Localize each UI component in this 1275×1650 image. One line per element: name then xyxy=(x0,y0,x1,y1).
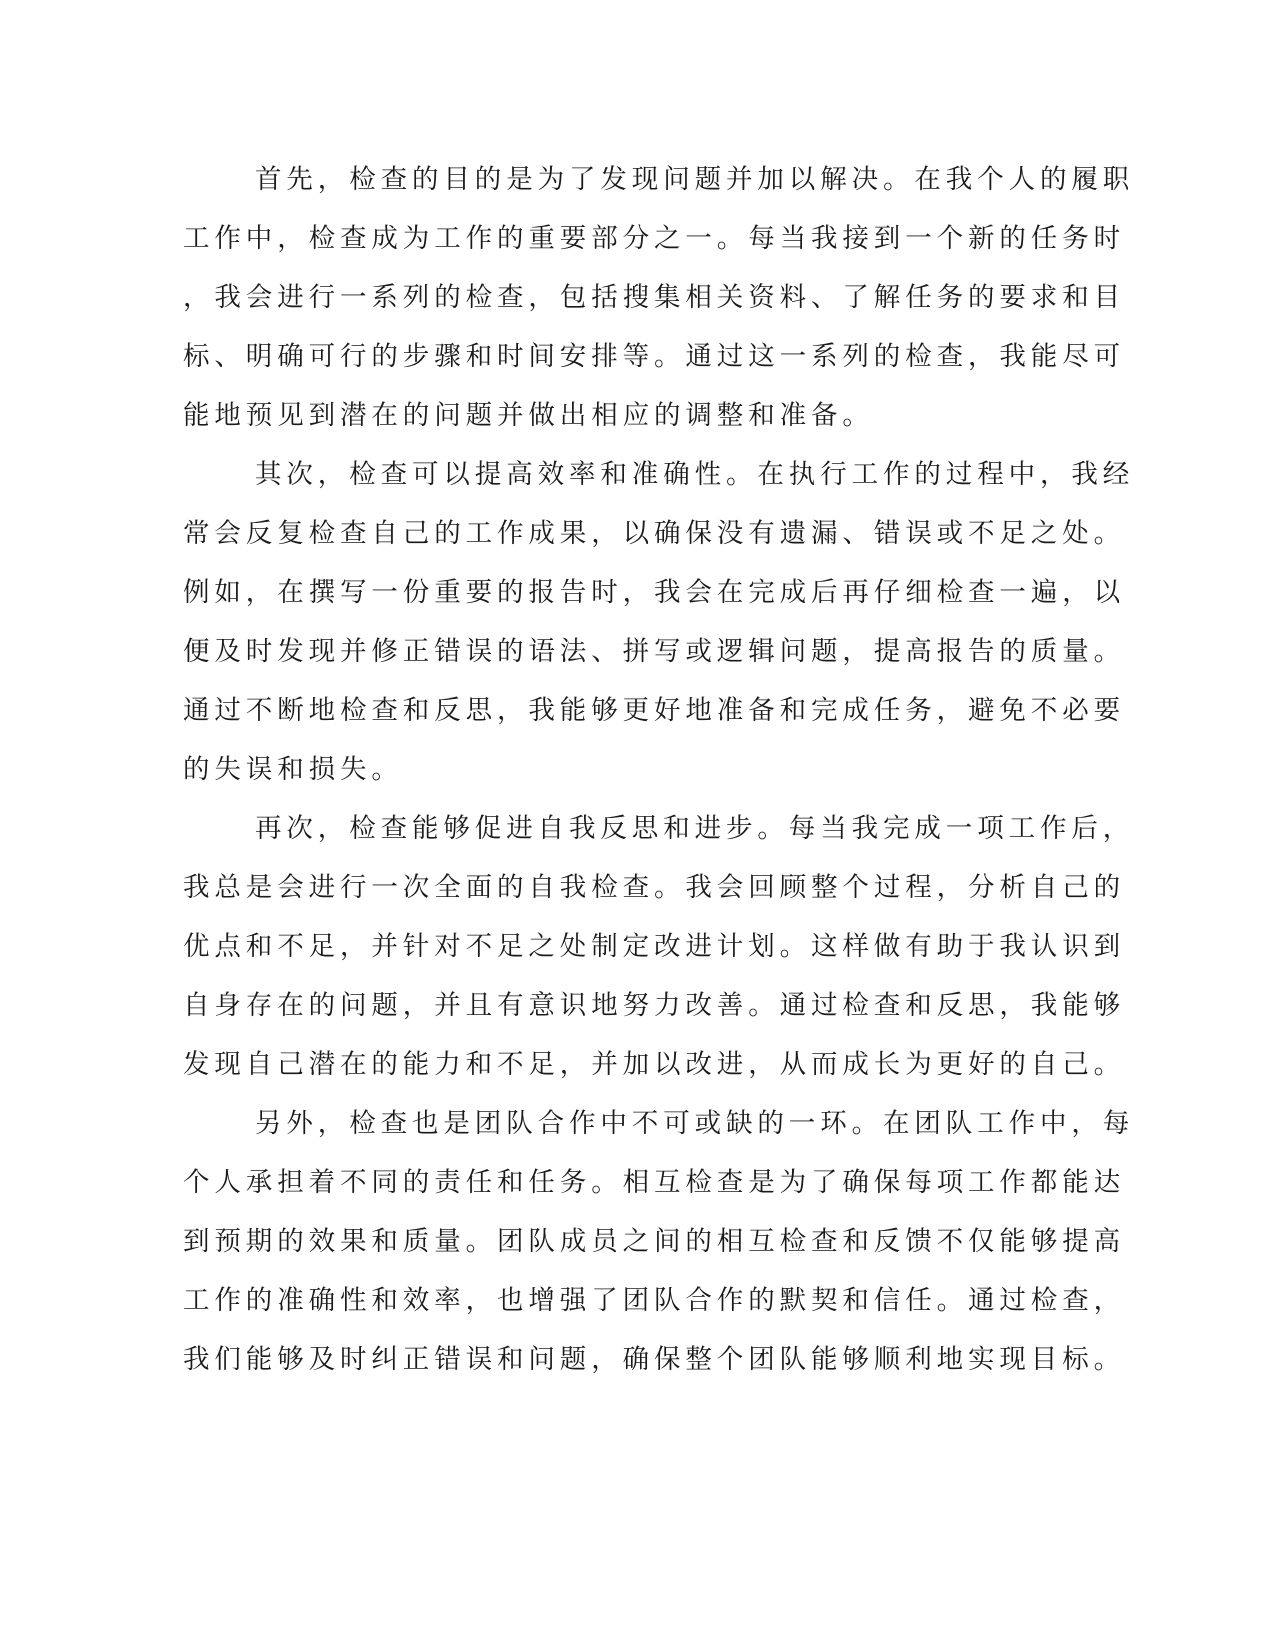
paragraph-line: 能地预见到潜在的问题并做出相应的调整和准备。 xyxy=(183,400,874,431)
paragraph-line: 工作中，检查成为工作的重要部分之一。每当我接到一个新的任务时 xyxy=(183,223,1125,254)
paragraph-4 xyxy=(183,1094,1135,1389)
paragraph-line: 发现自己潜在的能力和不足，并加以改进，从而成长为更好的自己。 xyxy=(183,1049,1125,1080)
document-body xyxy=(183,150,1135,1389)
paragraph-line: 我总是会进行一次全面的自我检查。我会回顾整个过程，分析自己的 xyxy=(183,872,1125,903)
paragraph-line: 到预期的效果和质量。团队成员之间的相互检查和反馈不仅能够提高 xyxy=(183,1226,1125,1257)
paragraph-line: 标、明确可行的步骤和时间安排等。通过这一系列的检查，我能尽可 xyxy=(183,341,1125,372)
paragraph-line: ，我会进行一系列的检查，包括搜集相关资料、了解任务的要求和目 xyxy=(183,282,1125,313)
paragraph-line: 的失误和损失。 xyxy=(183,754,403,785)
paragraph-line: 常会反复检查自己的工作成果，以确保没有遗漏、错误或不足之处。 xyxy=(183,518,1125,549)
paragraph-line: 其次，检查可以提高效率和准确性。在执行工作的过程中，我经 xyxy=(255,459,1135,490)
paragraph-1 xyxy=(183,150,1135,445)
paragraph-line: 便及时发现并修正错误的语法、拼写或逻辑问题，提高报告的质量。 xyxy=(183,636,1125,667)
paragraph-line: 我们能够及时纠正错误和问题，确保整个团队能够顺利地实现目标。 xyxy=(183,1344,1125,1375)
paragraph-line: 通过不断地检查和反思，我能够更好地准备和完成任务，避免不必要 xyxy=(183,695,1125,726)
paragraph-line: 再次，检查能够促进自我反思和进步。每当我完成一项工作后， xyxy=(255,813,1135,844)
paragraph-3 xyxy=(183,799,1135,1094)
paragraph-line: 工作的准确性和效率，也增强了团队合作的默契和信任。通过检查， xyxy=(183,1285,1125,1316)
paragraph-line: 另外，检查也是团队合作中不可或缺的一环。在团队工作中，每 xyxy=(255,1108,1135,1139)
paragraph-line: 个人承担着不同的责任和任务。相互检查是为了确保每项工作都能达 xyxy=(183,1167,1125,1198)
paragraph-2 xyxy=(183,445,1135,799)
paragraph-line: 优点和不足，并针对不足之处制定改进计划。这样做有助于我认识到 xyxy=(183,931,1125,962)
paragraph-line: 自身存在的问题，并且有意识地努力改善。通过检查和反思，我能够 xyxy=(183,990,1125,1021)
paragraph-line: 首先，检查的目的是为了发现问题并加以解决。在我个人的履职 xyxy=(255,164,1135,195)
paragraph-line: 例如，在撰写一份重要的报告时，我会在完成后再仔细检查一遍，以 xyxy=(183,577,1125,608)
